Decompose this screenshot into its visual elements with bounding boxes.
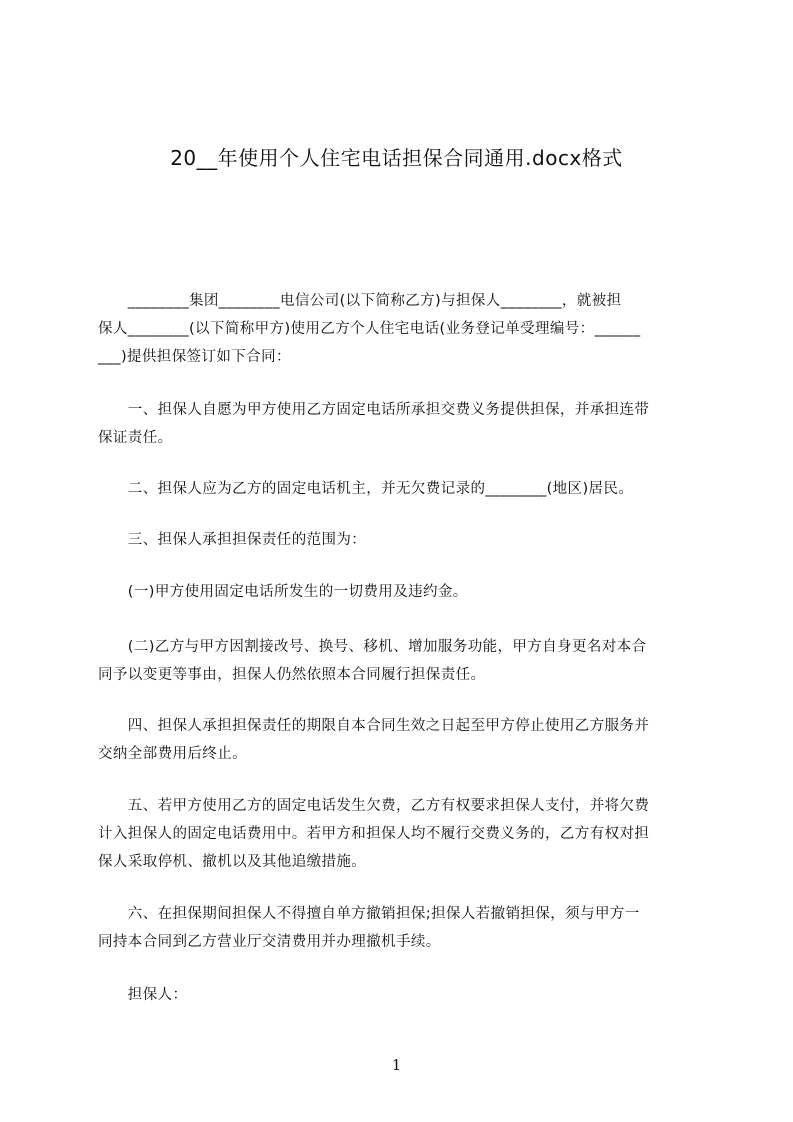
- clause-1-paragraph: [98, 396, 710, 452]
- intro-paragraph: [98, 287, 710, 371]
- paragraph-line: 担保人：: [98, 987, 188, 1003]
- paragraph-line: 交纳全部费用后终止。: [98, 746, 247, 762]
- paragraph-line: 同持本合同到乙方营业厅交清费用并办理撤机手续。: [98, 934, 441, 950]
- paragraph-line: 同予以变更等事由，担保人仍然依照本合同履行担保责任。: [98, 667, 486, 683]
- paragraph-line: 三、担保人承担担保责任的范围为：: [98, 532, 367, 548]
- paragraph-line: 保证责任。: [98, 430, 173, 446]
- clause-4-paragraph: [98, 712, 710, 768]
- clause-5-paragraph: [98, 792, 710, 876]
- page-number: 1: [391, 1056, 402, 1074]
- paragraph-line: 一、担保人自愿为甲方使用乙方固定电话所承担交费义务提供担保，并承担连带: [98, 402, 650, 418]
- paragraph-line: 六、在担保期间担保人不得擅自单方撤销担保;担保人若撤销担保，须与甲方一: [98, 906, 640, 922]
- paragraph-line: (二)乙方与甲方因割接改号、换号、移机、增加服务功能，甲方自身更名对本合: [98, 639, 647, 655]
- paragraph-line: 保人________(以下简称甲方)使用乙方个人住宅电话(业务登记单受理编号：______: [98, 321, 641, 337]
- clause-6-paragraph: [98, 900, 710, 956]
- paragraph-line: ________集团________电信公司(以下简称乙方)与担保人________，就被担: [98, 293, 622, 309]
- paragraph-line: 五、若甲方使用乙方的固定电话发生欠费，乙方有权要求担保人支付，并将欠费: [98, 798, 650, 814]
- clause-3-1-paragraph: [98, 578, 710, 606]
- paragraph-line: (一)甲方使用固定电话所发生的一切费用及违约金。: [98, 584, 468, 600]
- paragraph-line: 计入担保人的固定电话费用中。若甲方和担保人均不履行交费义务的，乙方有权对担: [98, 826, 650, 842]
- clause-3-paragraph: [98, 526, 710, 554]
- clause-3-2-paragraph: [98, 633, 710, 689]
- paragraph-line: 四、担保人承担担保责任的期限自本合同生效之日起至甲方停止使用乙方服务并: [98, 718, 650, 734]
- document-title: 20__年使用个人住宅电话担保合同通用.docx格式: [170, 146, 623, 170]
- guarantor-signature-line: [98, 981, 710, 1009]
- clause-2-paragraph: [98, 475, 710, 503]
- paragraph-line: ___)提供担保签订如下合同：: [98, 349, 291, 365]
- paragraph-line: 保人采取停机、撤机以及其他追缴措施。: [98, 854, 367, 870]
- paragraph-line: 二、担保人应为乙方的固定电话机主，并无欠费记录的________(地区)居民。: [98, 481, 634, 497]
